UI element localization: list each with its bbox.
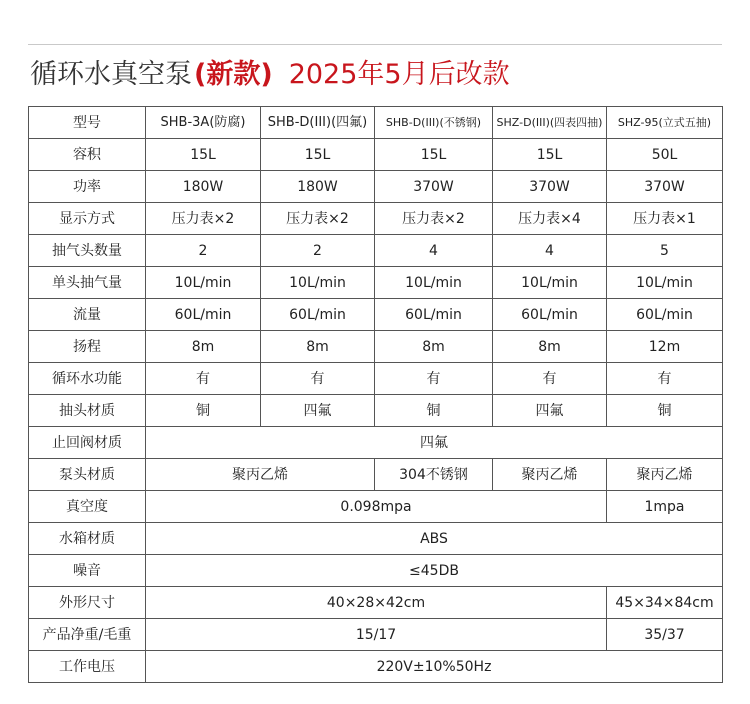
- table-cell: 10L/min: [493, 267, 607, 299]
- table-row-power: [29, 171, 723, 203]
- model-header-5: SHZ-95(立式五抽): [607, 107, 723, 139]
- table-cell: 15/17: [146, 619, 607, 651]
- row-label: 功率: [29, 171, 146, 203]
- table-cell: 1mpa: [607, 491, 723, 523]
- table-row-dimensions: [29, 587, 723, 619]
- row-label: 型号: [29, 107, 146, 139]
- table-cell: 8m: [375, 331, 493, 363]
- row-label: 水箱材质: [29, 523, 146, 555]
- table-cell: 15L: [493, 139, 607, 171]
- model-header-4: SHZ-D(III)(四表四抽): [493, 107, 607, 139]
- spec-table: [28, 106, 723, 683]
- table-cell: 370W: [375, 171, 493, 203]
- row-label: 流量: [29, 299, 146, 331]
- table-row-model: [29, 107, 723, 139]
- table-cell: 有: [375, 363, 493, 395]
- table-row-voltage: [29, 651, 723, 683]
- table-cell: 聚丙乙烯: [493, 459, 607, 491]
- table-cell: 15L: [261, 139, 375, 171]
- table-cell: 四氟: [493, 395, 607, 427]
- table-cell: 10L/min: [146, 267, 261, 299]
- table-cell: 50L: [607, 139, 723, 171]
- table-cell: 4: [493, 235, 607, 267]
- row-label: 显示方式: [29, 203, 146, 235]
- table-cell: 压力表×2: [146, 203, 261, 235]
- row-label: 止回阀材质: [29, 427, 146, 459]
- table-cell: 15L: [146, 139, 261, 171]
- table-cell: 60L/min: [493, 299, 607, 331]
- model-header-3: SHB-D(III)(不锈钢): [375, 107, 493, 139]
- table-cell: 180W: [261, 171, 375, 203]
- table-row-circulation: [29, 363, 723, 395]
- table-cell: 8m: [261, 331, 375, 363]
- row-label: 单头抽气量: [29, 267, 146, 299]
- table-cell: 0.098mpa: [146, 491, 607, 523]
- table-cell: 45×34×84cm: [607, 587, 723, 619]
- row-label: 扬程: [29, 331, 146, 363]
- table-cell: 2: [261, 235, 375, 267]
- table-cell: 铜: [607, 395, 723, 427]
- row-label: 循环水功能: [29, 363, 146, 395]
- table-row-single-flow: [29, 267, 723, 299]
- table-cell: 8m: [146, 331, 261, 363]
- table-cell: 220V±10%50Hz: [146, 651, 723, 683]
- table-cell: 4: [375, 235, 493, 267]
- title-main: 循环水真空泵: [30, 59, 192, 90]
- table-cell: 铜: [375, 395, 493, 427]
- row-label: 抽头材质: [29, 395, 146, 427]
- table-cell: 有: [607, 363, 723, 395]
- table-cell: 370W: [493, 171, 607, 203]
- table-cell: 铜: [146, 395, 261, 427]
- table-cell: ≤45DB: [146, 555, 723, 587]
- table-cell: 压力表×2: [375, 203, 493, 235]
- table-cell: 压力表×2: [261, 203, 375, 235]
- table-row-tap-material: [29, 395, 723, 427]
- table-cell: 304不锈钢: [375, 459, 493, 491]
- table-row-pump-head: [29, 459, 723, 491]
- table-cell: 四氟: [146, 427, 723, 459]
- table-cell: ABS: [146, 523, 723, 555]
- table-cell: 聚丙乙烯: [146, 459, 375, 491]
- table-row-vacuum: [29, 491, 723, 523]
- table-cell: 60L/min: [261, 299, 375, 331]
- table-row-capacity: [29, 139, 723, 171]
- table-cell: 180W: [146, 171, 261, 203]
- table-cell: 10L/min: [261, 267, 375, 299]
- table-row-lift: [29, 331, 723, 363]
- row-label: 噪音: [29, 555, 146, 587]
- row-label: 容积: [29, 139, 146, 171]
- title-new-tag: (新款): [194, 59, 273, 90]
- table-row-weight: [29, 619, 723, 651]
- table-row-taps: [29, 235, 723, 267]
- table-cell: 压力表×1: [607, 203, 723, 235]
- table-cell: 压力表×4: [493, 203, 607, 235]
- table-cell: 有: [261, 363, 375, 395]
- model-header-2: SHB-D(III)(四氟): [261, 107, 375, 139]
- row-label: 抽气头数量: [29, 235, 146, 267]
- table-cell: 60L/min: [146, 299, 261, 331]
- table-cell: 35/37: [607, 619, 723, 651]
- table-cell: 60L/min: [607, 299, 723, 331]
- table-cell: 15L: [375, 139, 493, 171]
- row-label: 产品净重/毛重: [29, 619, 146, 651]
- table-row-check-valve: [29, 427, 723, 459]
- table-cell: 聚丙乙烯: [607, 459, 723, 491]
- table-cell: 2: [146, 235, 261, 267]
- table-cell: 40×28×42cm: [146, 587, 607, 619]
- table-cell: 8m: [493, 331, 607, 363]
- row-label: 真空度: [29, 491, 146, 523]
- row-label: 泵头材质: [29, 459, 146, 491]
- top-divider: [28, 44, 722, 45]
- table-row-tank: [29, 523, 723, 555]
- table-cell: 有: [493, 363, 607, 395]
- table-cell: 60L/min: [375, 299, 493, 331]
- table-cell: 370W: [607, 171, 723, 203]
- table-cell: 5: [607, 235, 723, 267]
- model-header-1: SHB-3A(防腐): [146, 107, 261, 139]
- page-title: [30, 52, 510, 96]
- title-date-note: 2025年5月后改款: [288, 59, 510, 90]
- row-label: 外形尺寸: [29, 587, 146, 619]
- table-row-display: [29, 203, 723, 235]
- table-cell: 10L/min: [607, 267, 723, 299]
- table-cell: 有: [146, 363, 261, 395]
- row-label: 工作电压: [29, 651, 146, 683]
- table-cell: 12m: [607, 331, 723, 363]
- table-row-noise: [29, 555, 723, 587]
- table-cell: 四氟: [261, 395, 375, 427]
- table-cell: 10L/min: [375, 267, 493, 299]
- table-row-flow: [29, 299, 723, 331]
